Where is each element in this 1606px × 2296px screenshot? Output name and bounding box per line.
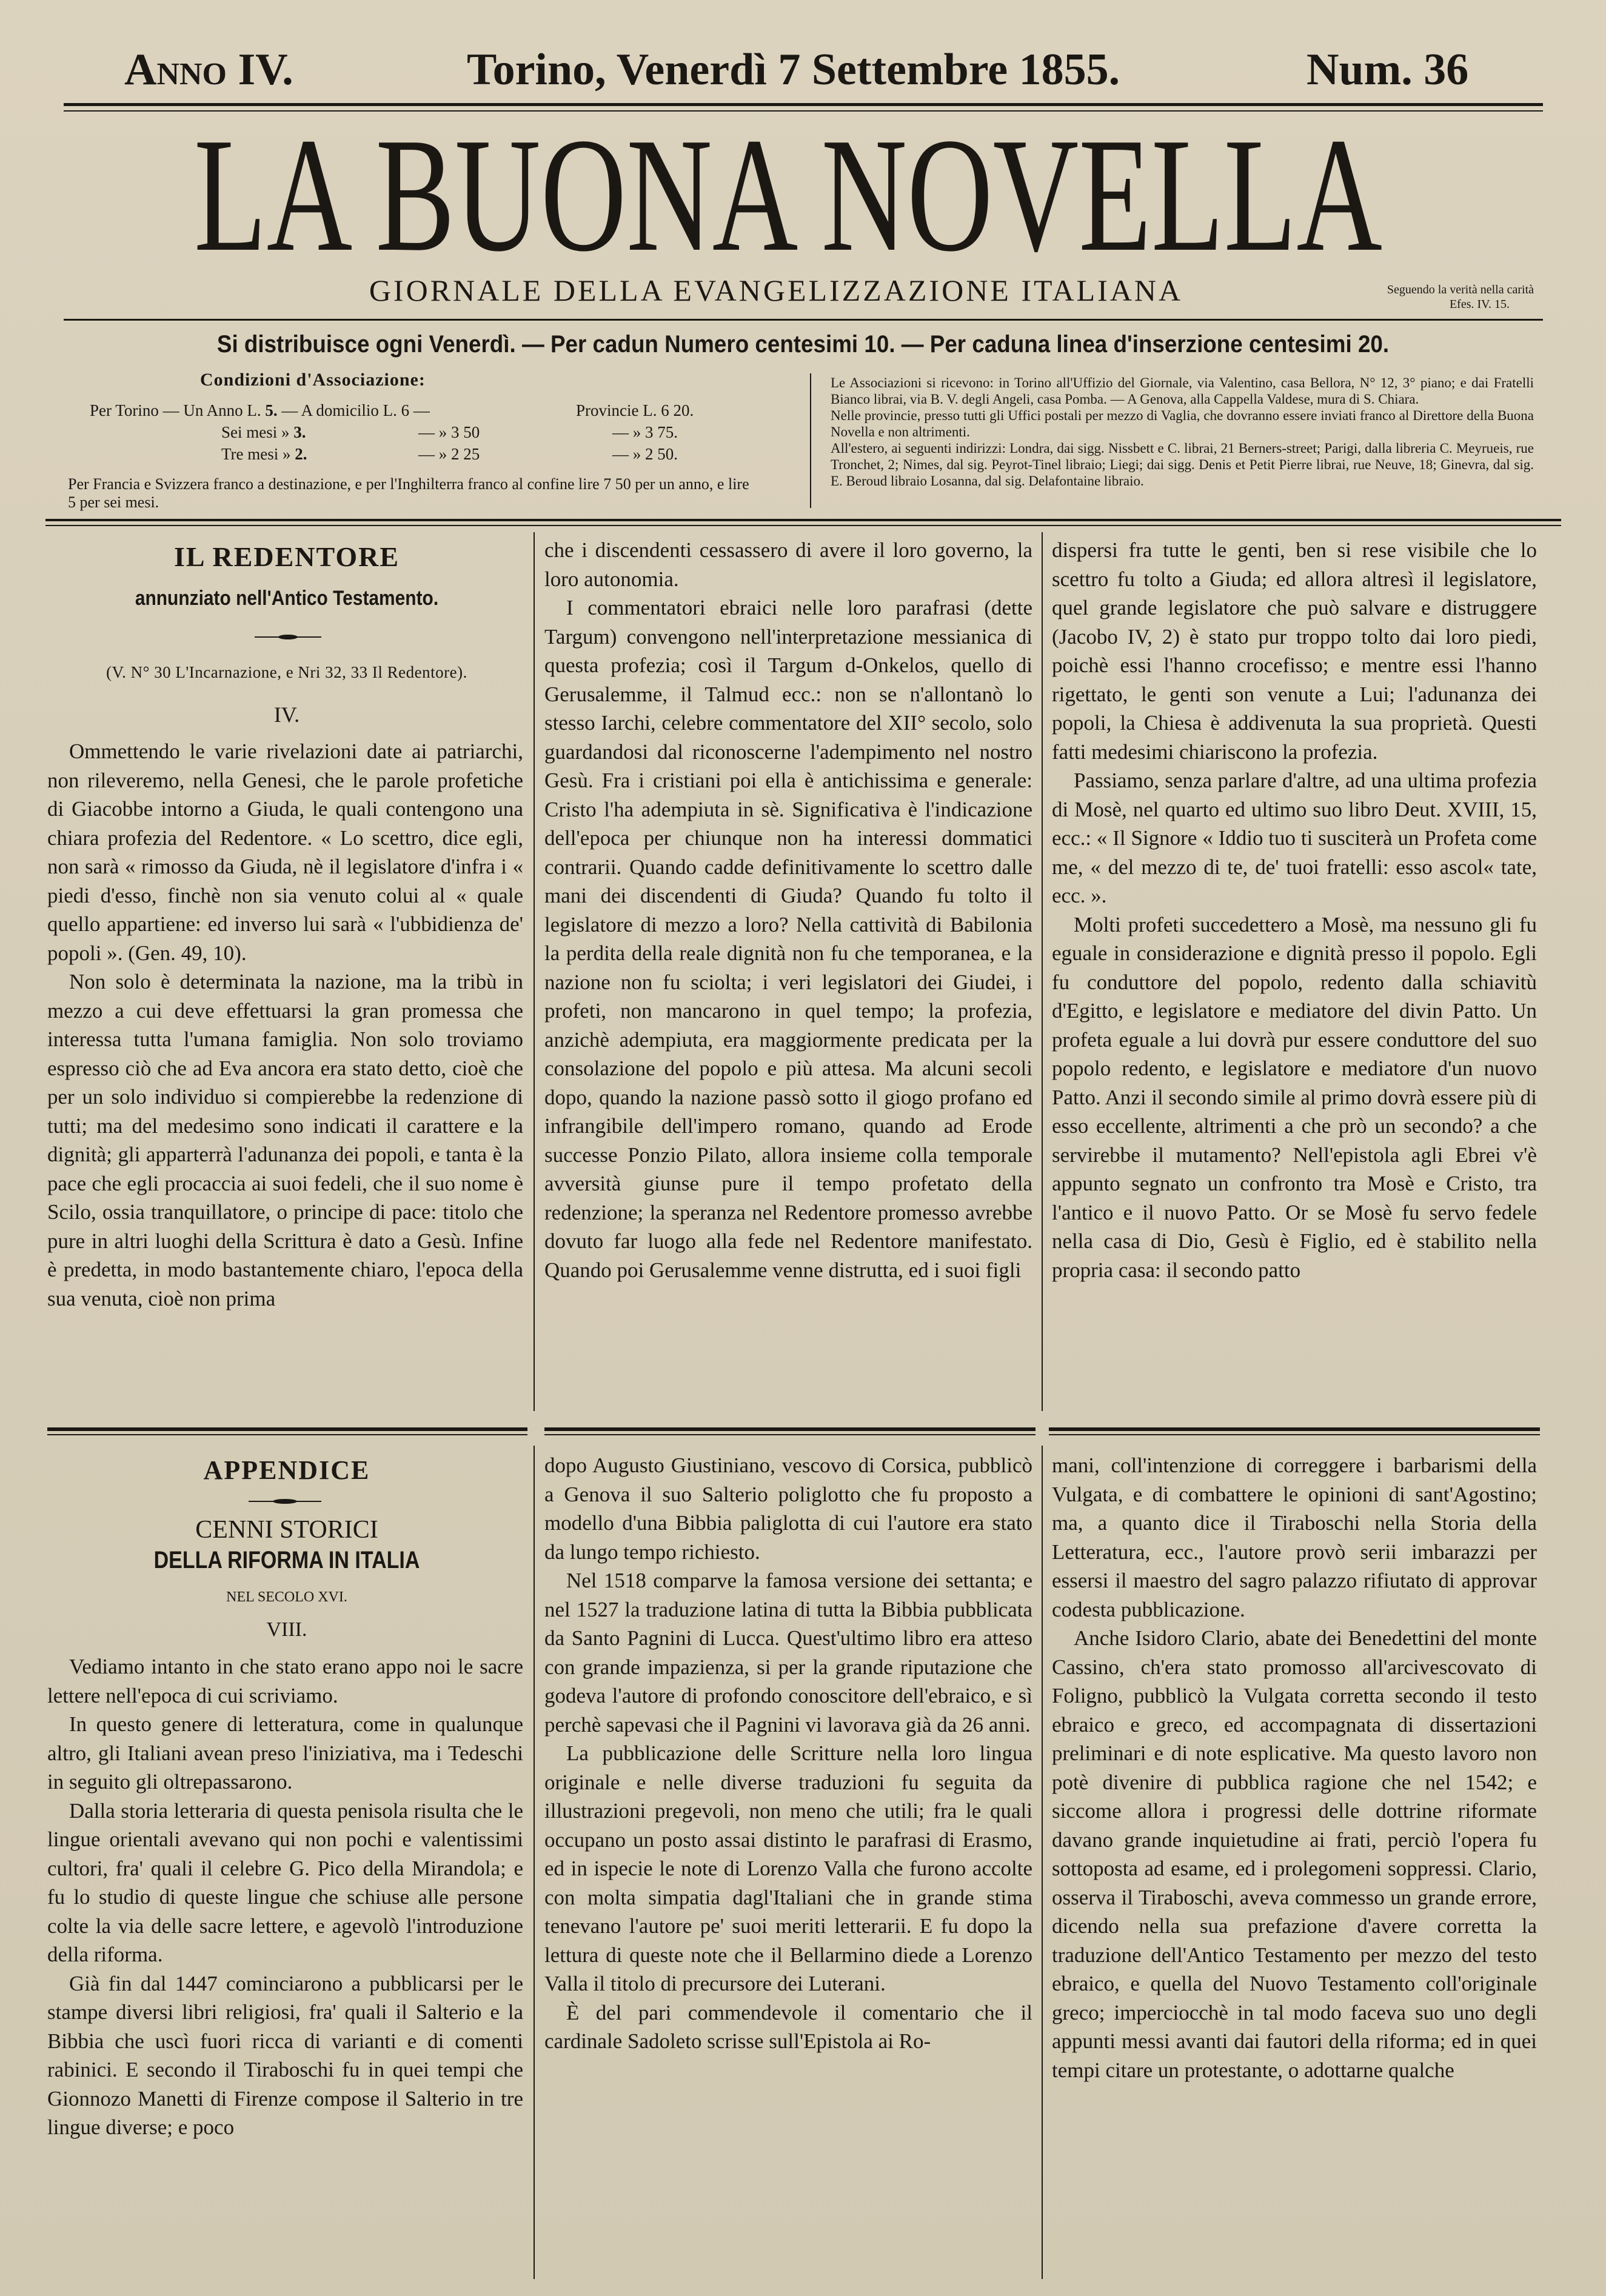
motto-line: Seguendo la verità nella carità bbox=[1387, 283, 1534, 296]
header-rule-top bbox=[64, 103, 1543, 106]
conditions-provincie: Provincie L. 6 20. bbox=[576, 401, 694, 419]
column-divider bbox=[534, 532, 535, 1411]
paragraph: Dalla storia letteraria di questa penisola risulta che le lingue orientali avevano qui non pochi e valentissimi cultori, fra' quali il celebre G. Pico della Mirandola; e fu lo studio di queste lingue che schiuse alle persone colte la via delle sacre lettere, e agevolò l'introduzione della riforma. bbox=[47, 1798, 523, 1966]
appendix-column-2 bbox=[544, 1451, 1032, 2056]
condition-torino: 3. bbox=[293, 423, 306, 441]
masthead-rule-bottom bbox=[45, 519, 1561, 521]
condition-label: Sei mesi » bbox=[221, 423, 290, 441]
paragraph: dopo Augusto Giustiniano, vescovo di Corsica, pubblicò a Genova il suo Salterio poliglotto che fu proposto a modello d'una Bibbia paliglotta di cui l'autore era stato da lungo tempo richiesto. bbox=[544, 1453, 1032, 1564]
ornament-icon bbox=[255, 634, 321, 640]
column-divider bbox=[1042, 532, 1043, 1411]
paragraph: dispersi fra tutte le genti, ben si rese visibile che lo scettro fu tolto a Giuda; ed allora altresì il legislatore, quel grande legislatore che può salvare e distruggere (Jacobo IV, 2) è stato pur troppo tolto dai loro piedi, poichè essi l'hanno crocefisso; e mentre essi l'hanno rigettato, le genti son venute a Lui; l'adunanza dei popoli, la Chiesa è addivenuta la sua proprietà. Questi fatti medesimi chiariscono la profezia. bbox=[1052, 538, 1537, 764]
article-column-3 bbox=[1052, 536, 1537, 1284]
newspaper-subtitle: GIORNALE DELLA EVANGELIZZAZIONE ITALIANA bbox=[369, 273, 1183, 307]
subscription-addresses bbox=[831, 375, 1534, 489]
motto-citation: Efes. IV. 15. bbox=[1449, 298, 1510, 311]
column-divider bbox=[1042, 1446, 1043, 2279]
conditions-row bbox=[90, 401, 430, 420]
article-column-1 bbox=[47, 737, 523, 1313]
appendix-column-3 bbox=[1052, 1451, 1537, 2084]
volume-number: Anno IV. bbox=[124, 45, 293, 95]
appendix-label: APPENDICE bbox=[203, 1455, 370, 1485]
condition-domicilio: — » 3 50 bbox=[418, 423, 480, 441]
appendix-title: CENNI STORICI bbox=[195, 1516, 378, 1544]
article-subtitle: annunziato nell'Antico Testamento. bbox=[135, 587, 439, 610]
paragraph: In questo genere di letteratura, come in qualunque altro, gli Italiani avean preso l'iniziativa, ma i Tedeschi in seguito gli oltrepassarono. bbox=[47, 1712, 523, 1794]
article-column-2 bbox=[544, 536, 1032, 1284]
subscription-paragraph: Nelle provincie, presso tutti gli Uffici postali per mezzo di Vaglia, che dovranno essere inviati franco al Direttore della Buona Novella e non altrimenti. bbox=[831, 408, 1534, 439]
ornament-icon bbox=[249, 1498, 321, 1504]
subscription-paragraph: All'estero, ai seguenti indirizzi: Londra, dai sigg. Nissbett e C. librai, 21 Berners-street; Parigi, dalla libreria C. Meyrueis, rue Tronchet, 2; Nimes, dal sig. Peyrot-Tinel libraio; Liegi; dai sigg. Denis et Petit Pierre librai, rue Neuve, 18; Ginevra, dal sig. E. Beroud libraio Losanna, dal sig. Delafontaine libraio. bbox=[831, 441, 1534, 489]
paragraph: Non solo è determinata la nazione, ma la tribù in mezzo a cui deve effettuarsi la gran promessa che interessa tutta l'umana famiglia. Non solo troviamo espresso ciò che ad Eva ancora era stato detto, cioè che per un solo individuo si compierebbe la redenzione di tutti; ma del medesimo sono indicati il carattere e la dignità; gli apparterrà l'adunanza dei popoli, e tanta è la pace che egli procaccia ai suoi fedeli, che il suo nome è Scilo, ossia tranquillatore, o principe di pace: titolo che pure in altri luoghi della Scrittura è dato a Gesù. Infine è predetta, in modo bastantemente chiaro, l'epoca della sua venuta, cioè non prima bbox=[47, 970, 523, 1310]
paragraph: La pubblicazione delle Scritture nella loro lingua originale e nelle diverse traduzioni fu seguita da illustrazioni pregevoli, non meno che utili; fra le quali occupano un posto assai distinto le parafrasi di Erasmo, ed in ispecie le note di Lorenzo Valla che furono accolte con molta simpatia dagl'Italiani che in grande stima tenevano l'autore pe' suoi meriti letterarii. E fu dopo la lettura di queste note che il Bellarmino diede a Lorenzo Valla il titolo di precursore dei Luterani. bbox=[544, 1741, 1032, 1995]
conditions-provincie: — » 3 75. bbox=[612, 423, 678, 441]
paragraph: Già fin dal 1447 cominciarono a pubblicarsi per le stampe diversi libri religiosi, fra' quali il Salterio e la Bibbia che uscì fuori ricca di varianti e di comenti rabinici. E secondo il Tiraboschi fu in quei tempi che Gionnozo Manetti di Firenze compose il Salterio in tre lingue diverse; e poco bbox=[47, 1971, 523, 2139]
article-reference: (V. N° 30 L'Incarnazione, e Nri 32, 33 Il Redentore). bbox=[106, 663, 467, 681]
appendix-rule-thin bbox=[47, 1434, 527, 1435]
paragraph: Anche Isidoro Clario, abate dei Benedettini del monte Cassino, ch'era stato promosso all'arcivescovato di Foligno, pubblicò la Vulgata corretta secondo il testo ebraico e greco, ed accompagnata di dissertazioni preliminari e di note esplicative. Ma questo lavoro non potè divenire di pubblica ragione che nel 1542; e siccome allora i progressi delle dottrine riformate davano grande inquietudine ai frati, perciò l'opera fu sottoposta ad esame, ed i prolegomeni soppressi. Clario, osserva il Tiraboschi, aveva commesso un grande errore, dicendo nella sua prefazione d'avere corretta la traduzione dell'Antico Testamento per mezzo del testo ebraico, e quella del Nuovo Testamento coll'originale greco; imperciocchè in tal modo faceva suo uno degli appunti messi avanti dai fautori della riforma; ed in quei tempi citare un protestante, o adottarne qualche bbox=[1052, 1626, 1537, 2082]
appendix-title-line2: DELLA RIFORMA IN ITALIA bbox=[153, 1547, 420, 1573]
paragraph: mani, coll'intenzione di correggere i barbarismi della Vulgata, e di combattere le opinioni di sant'Agostino; ma, a quanto dice il Tiraboschi nella Storia della Letteratura, ecc., l'autore provò serii imbarazzi per essersi il maestro del sagro palazzo rifiutato di approvar codesta pubblicazione. bbox=[1052, 1453, 1537, 1621]
paragraph: Ommettendo le varie rivelazioni date ai patriarchi, non rileveremo, nella Genesi, che le parole profetiche di Giacobbe intorno a Giuda, le quali contengono una chiara profezia del Redentore. « Lo scettro, dice egli, non sarà « rimosso da Giuda, nè il legislatore d'infra i « piedi d'esso, finchè non sia venuto colui al « quale quello appartiene: ed inverso lui sarà « l'ubbidienza de' popoli ». (Gen. 49, 10). bbox=[47, 739, 523, 965]
paragraph: Passiamo, senza parlare d'altre, ad una ultima profezia di Mosè, nel quarto ed ultimo suo libro Deut. XVIII, 15, ecc.: « Il Signore « Iddio tuo ti susciterà un Profeta come me, « del mezzo di te, de' tuoi fratelli: esso ascol« tate, ecc. ». bbox=[1052, 769, 1537, 907]
paragraph: che i discendenti cessassero di avere il loro governo, la loro autonomia. bbox=[544, 538, 1032, 591]
condition-domicilio: — » 2 25 bbox=[418, 445, 480, 463]
paragraph: I commentatori ebraici nelle loro parafrasi (dette Targum) convengono nell'interpretazione messianica di questa profezia; così il Targum d-Onkelos, quello di Gerusalemme, il Talmud ecc.: non se n'allontanò lo stesso Iarchi, celebre commentatore del XII° secolo, solo guardandosi dal riconoscerne l'adempimento nel nostro Gesù. Fra i cristiani poi ella è antichissima e generale: Cristo l'ha adempiuta in sè. Significativa è l'indicazione dell'epoca per chiunque non ha interessi dommatici contrarii. Quando cadde definitivamente lo scettro dalle mani dei discendenti di Giuda? Quando fu tolto il legislatore di mezzo a loro? Nella cattività di Babilonia la perdita della reale dignità non fu che temporanea, e la nazione non fu sciolta; i veri legislatori dei Giudei, i profeti, non mancarono in quel tempo; la profezia, anzichè adempiuta, era maggiormente predicata per la consolazione del popolo e più attesa. Ma alcuni secoli dopo, quando la nazione passò sotto il giogo profano ed infrangibile dell'impero romano, quando ad Erode successe Ponzio Pilato, allora insieme colla temporale avversità giunse pure il tempo profetato della redenzione; la speranza nel Redentore promesso avrebbe dovuto far luogo alla fede nel Redentore manifestato. Quando poi Gerusalemme venne distrutta, ed i suoi figli bbox=[544, 596, 1032, 1282]
condition-label: Tre mesi » bbox=[221, 445, 291, 463]
conditions-row bbox=[221, 445, 307, 464]
distribution-notice: Si distribuisce ogni Venerdì. — Per cadun Numero centesimi 10. — Per caduna linea d'inserzione centesimi 20. bbox=[216, 331, 1390, 358]
article-title: IL REDENTORE bbox=[173, 541, 400, 572]
appendix-rule-thin bbox=[544, 1434, 1036, 1435]
subtitle-rule bbox=[64, 319, 1543, 321]
header-rule-top-thin bbox=[64, 110, 1543, 112]
condition-domicilio: — A domicilio L. 6 — bbox=[281, 401, 430, 419]
appendix-rule bbox=[544, 1427, 1036, 1431]
conditions-title: Condizioni d'Associazione: bbox=[200, 370, 426, 390]
appendix-rule bbox=[1049, 1427, 1540, 1431]
conditions-row bbox=[221, 423, 306, 442]
article-part-number: IV. bbox=[273, 702, 300, 727]
condition-torino: 2. bbox=[295, 445, 307, 463]
appendix-rule bbox=[47, 1427, 527, 1431]
appendix-part-number: VIII. bbox=[266, 1618, 307, 1641]
conditions-provincie: — » 2 50. bbox=[612, 445, 678, 463]
appendix-rule-thin bbox=[1049, 1434, 1540, 1435]
condition-torino: 5. bbox=[265, 401, 278, 419]
appendix-subtitle: NEL SECOLO XVI. bbox=[226, 1589, 347, 1605]
place-date: Torino, Venerdì 7 Settembre 1855. bbox=[467, 45, 1120, 95]
appendix-column-1 bbox=[47, 1652, 523, 2142]
motto bbox=[1279, 282, 1534, 312]
header-column-divider bbox=[810, 373, 811, 508]
paragraph: È del pari commendevole il comentario che il cardinale Sadoleto scrisse sull'Epistola ai Ro- bbox=[544, 2000, 1032, 2053]
issue-number: Num. 36 bbox=[1307, 45, 1469, 95]
paragraph: Vediamo intanto in che stato erano appo noi le sacre lettere nell'epoca di cui scriviamo. bbox=[47, 1655, 523, 1707]
paragraph: Molti profeti succedettero a Mosè, ma nessuno gli fu eguale in considerazione e dignità presso il popolo. Egli fu conduttore del popolo, redento dalla schiavitù d'Egitto, e legislatore e mediatore del divin Patto. Un profeta eguale a lui dovrà pur essere conduttore del suo popolo redento, e legislatore e mediatore d'un nuovo Patto. Anzi il secondo simile al primo dovrà essere più di esso eccellente, altrimenti a che prò un secondo? a che servirebbe il mutamento? Nell'epistola agli Ebrei v'è appunto segnato un confronto tra Mosè e Cristo, tra l'antico e il nuovo Patto. Or se Mosè fu servo fedele nella casa di Dio, Gesù è Figlio, ed è stabilito nella propria casa: il secondo patto bbox=[1052, 912, 1537, 1282]
condition-label: Per Torino — Un Anno L. bbox=[90, 401, 261, 419]
column-divider bbox=[534, 1446, 535, 2279]
newspaper-title bbox=[182, 121, 1394, 267]
foreign-subscription-note: Per Francia e Svizzera franco a destinazione, e per l'Inghilterra franco al confine lire 7 50 per un anno, e lire 5 per sei mesi. bbox=[68, 475, 749, 511]
subscription-paragraph: Le Associazioni si ricevono: in Torino all'Uffizio del Giornale, via Valentino, casa Bellora, N° 12, 3° piano; e dai Fratelli Bianco librai, via B. V. degli Angeli, casa Pomba. — A Genova, alla Cappella Valdese, mura di S. Chiara. bbox=[831, 375, 1534, 407]
paragraph: Nel 1518 comparve la famosa versione dei settanta; e nel 1527 la traduzione latina di tutta la Bibbia pubblicata da Santo Pagnini di Lucca. Quest'ultimo libro era atteso con grande impazienza, si per la grande riputazione che godeva l'autore di profondo conoscitore dell'ebraico, e sì perchè sapevasi che il Pagnini vi lavorava già da 26 anni. bbox=[544, 1569, 1032, 1737]
newspaper-title-text: LA BUONA NOVELLA bbox=[194, 121, 1382, 267]
masthead-rule-bottom-thin bbox=[45, 525, 1561, 526]
